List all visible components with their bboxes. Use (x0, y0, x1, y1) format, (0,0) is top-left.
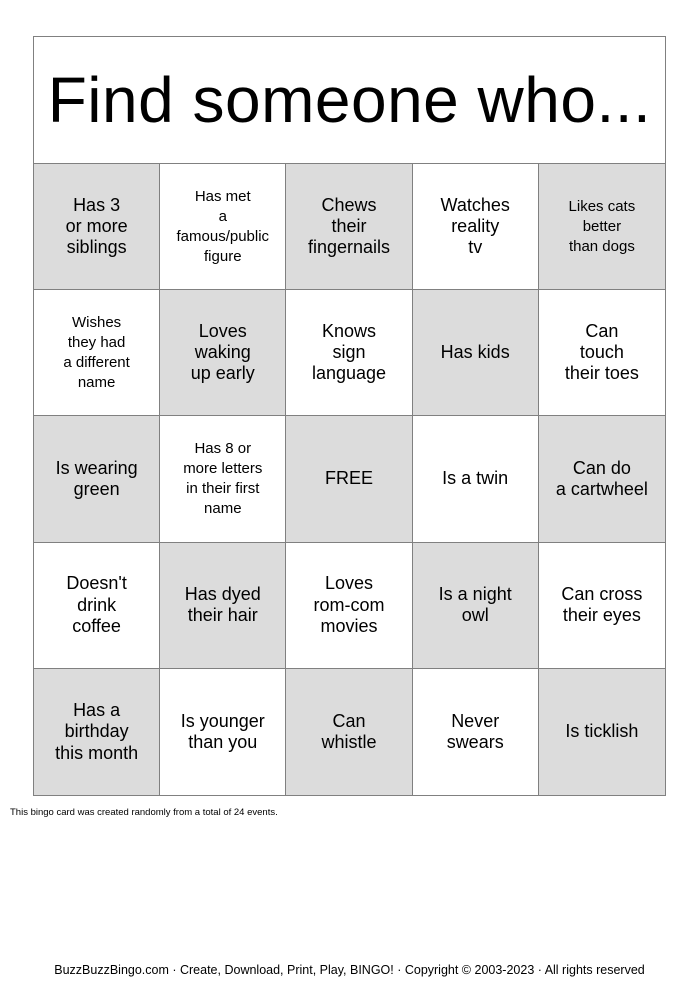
bingo-card (33, 36, 666, 796)
footer-text: BuzzBuzzBingo.com · Create, Download, Print, Play, BINGO! · Copyright © 2003-2023 · All rights reserved (54, 963, 645, 977)
bingo-cell: Wishes they had a different name (34, 290, 160, 416)
bingo-cell: Is a night owl (413, 543, 539, 669)
bingo-cell: Is younger than you (160, 669, 286, 795)
bingo-cell: Has met a famous/public figure (160, 164, 286, 290)
bingo-cell: Loves waking up early (160, 290, 286, 416)
bingo-cell: Is a twin (413, 416, 539, 542)
bingo-cell: Has 8 or more letters in their first name (160, 416, 286, 542)
bingo-cell: Never swears (413, 669, 539, 795)
bingo-cell: Doesn't drink coffee (34, 543, 160, 669)
bingo-cell: Has 3 or more siblings (34, 164, 160, 290)
bingo-cell: Is wearing green (34, 416, 160, 542)
bingo-cell: Is ticklish (539, 669, 665, 795)
bingo-cell: Chews their fingernails (286, 164, 412, 290)
bingo-cell: Has kids (413, 290, 539, 416)
bingo-cell: Watches reality tv (413, 164, 539, 290)
bingo-cell: Has a birthday this month (34, 669, 160, 795)
generation-note: This bingo card was created randomly from a total of 24 events. (10, 807, 278, 818)
bingo-cell: Has dyed their hair (160, 543, 286, 669)
bingo-grid (34, 164, 665, 795)
bingo-cell: Loves rom-com movies (286, 543, 412, 669)
bingo-cell: Can cross their eyes (539, 543, 665, 669)
card-title: Find someone who... (34, 37, 665, 164)
bingo-cell: Knows sign language (286, 290, 412, 416)
bingo-cell: Can touch their toes (539, 290, 665, 416)
bingo-cell: Likes cats better than dogs (539, 164, 665, 290)
bingo-cell: Can whistle (286, 669, 412, 795)
free-space-cell: FREE (286, 416, 412, 542)
bingo-cell: Can do a cartwheel (539, 416, 665, 542)
